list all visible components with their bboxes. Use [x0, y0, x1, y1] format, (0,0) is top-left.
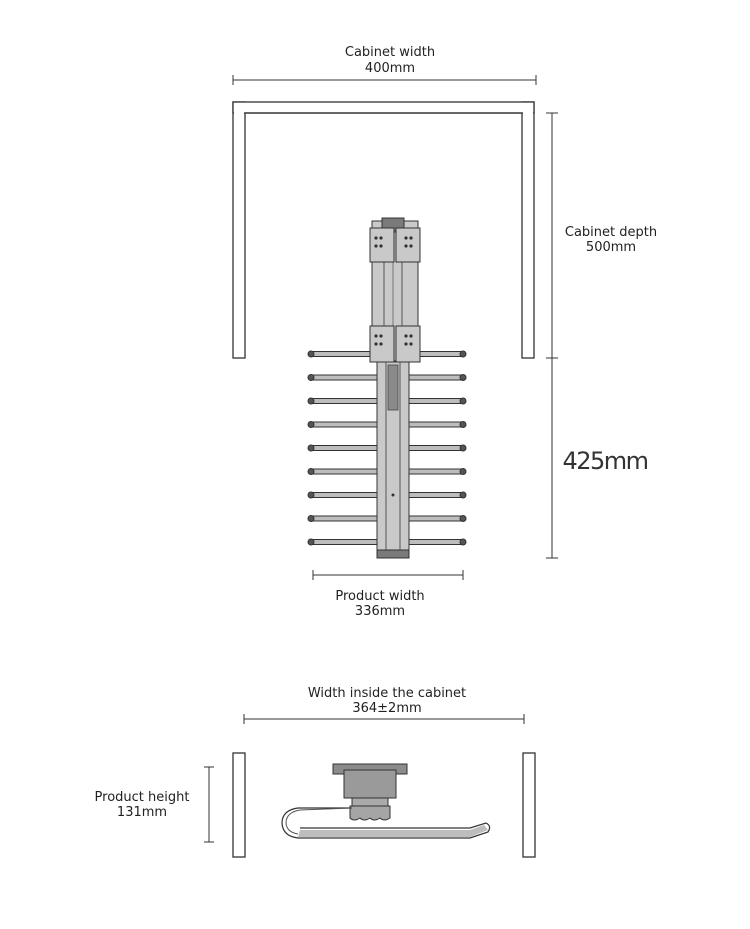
cabinet-depth-label: Cabinet depth	[564, 225, 658, 240]
screw-hole	[409, 236, 412, 239]
rod-end-cap	[308, 398, 314, 404]
screw-hole	[404, 236, 407, 239]
screw-hole	[404, 342, 407, 345]
screw-hole	[404, 334, 407, 337]
screw-hole	[409, 342, 412, 345]
rod-end-cap	[308, 375, 314, 381]
product-front-profile	[282, 764, 490, 838]
rod-end-cap	[308, 539, 314, 545]
screw-hole	[404, 244, 407, 247]
screw-hole	[379, 334, 382, 337]
rod-end-cap	[460, 516, 466, 522]
rod-end-cap	[308, 422, 314, 428]
rod-end-cap	[460, 469, 466, 475]
rod-end-cap	[460, 375, 466, 381]
inside-width-value: 364±2mm	[352, 701, 422, 716]
rod-end-cap	[460, 422, 466, 428]
screw-hole	[409, 244, 412, 247]
rod-end-cap	[460, 351, 466, 357]
rod-end-cap	[308, 351, 314, 357]
product-width-value: 336mm	[354, 604, 406, 619]
screw-hole	[409, 334, 412, 337]
cabinet-depth-dimension-line	[546, 113, 558, 358]
cabinet-width-value: 400mm	[364, 61, 416, 76]
screw-hole	[379, 244, 382, 247]
product-height-value: 131mm	[116, 805, 168, 820]
rod-end-cap	[460, 445, 466, 451]
rod-end-cap	[308, 516, 314, 522]
product-width-label: Product width	[335, 589, 425, 604]
rod-end-cap	[460, 398, 466, 404]
product-height-dimension-line	[204, 767, 214, 842]
rod-end-cap	[308, 469, 314, 475]
product-width-dimension-line	[313, 570, 463, 580]
screw-hole	[374, 334, 377, 337]
rod-end-cap	[460, 492, 466, 498]
screw-hole	[379, 342, 382, 345]
screw-hole	[374, 342, 377, 345]
screw-hole	[374, 236, 377, 239]
screw-hole	[379, 236, 382, 239]
rod-end-cap	[460, 539, 466, 545]
screw-hole	[374, 244, 377, 247]
cabinet-depth-value: 500mm	[585, 240, 637, 255]
extension-value: 425mm	[562, 447, 648, 475]
slide-rail	[370, 218, 420, 558]
inside-width-label: Width inside the cabinet	[307, 686, 467, 701]
rod-end-cap	[308, 445, 314, 451]
cabinet-width-label: Cabinet width	[344, 45, 436, 60]
extension-dimension-line	[546, 358, 558, 558]
product-height-label: Product height	[94, 790, 190, 805]
rod-end-cap	[308, 492, 314, 498]
cabinet-width-dimension-line	[233, 75, 536, 85]
